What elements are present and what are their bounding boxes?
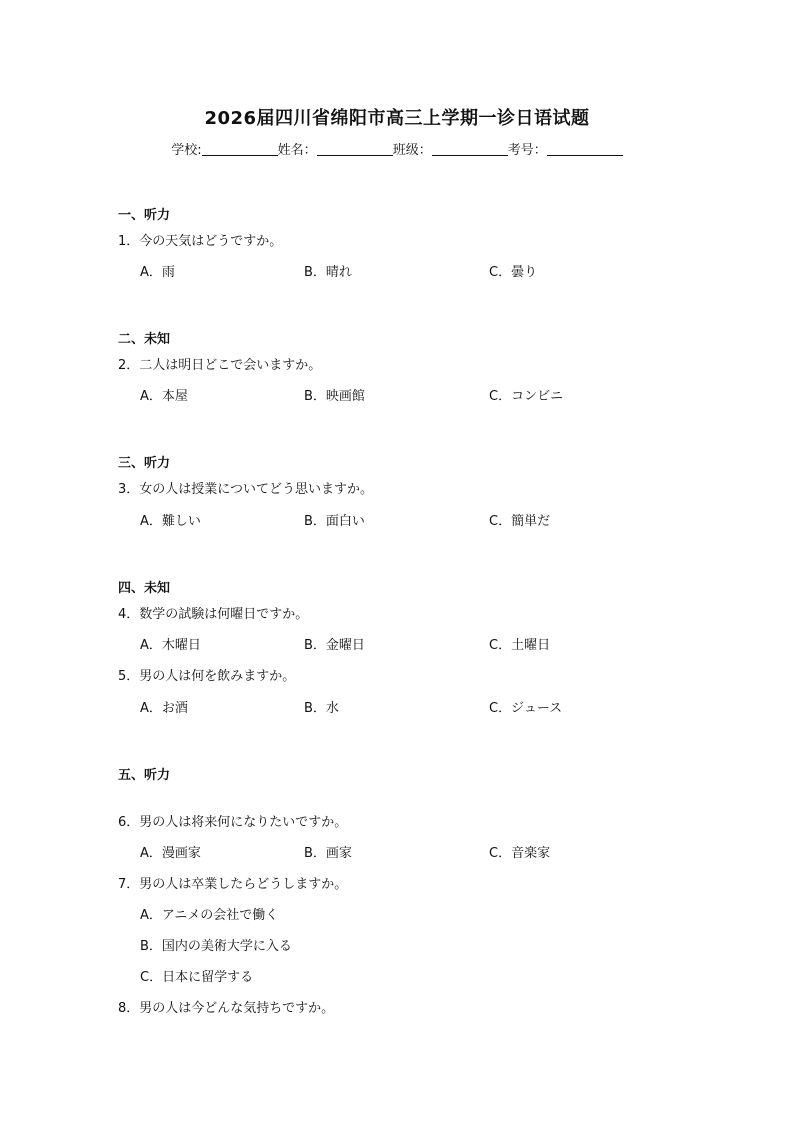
name-label: 姓名： <box>277 143 317 158</box>
exam-title: 2026届四川省绵阳市高三上学期一诊日语试题 <box>204 108 590 129</box>
option-b: B．面白い <box>304 514 365 529</box>
section-heading: 一、听力 <box>118 208 171 223</box>
option-b: B．水 <box>304 701 339 716</box>
question-text: 4．数学の試験は何曜日ですか。 <box>118 607 309 622</box>
option-b: B．金曜日 <box>304 638 365 653</box>
school-blank <box>202 141 278 156</box>
class-label: 班级： <box>392 143 432 158</box>
question-text: 6．男の人は将来何になりたいですか。 <box>118 815 348 830</box>
exam-number-label: 考号： <box>507 143 547 158</box>
section-heading: 三、听力 <box>118 456 171 471</box>
question-text: 3．女の人は授業についてどう思いますか。 <box>118 482 374 497</box>
option-c: C．音楽家 <box>489 846 551 861</box>
question-text: 8．男の人は今どんな気持ちですか。 <box>118 1001 335 1016</box>
option-c: C．ジュース <box>489 701 563 716</box>
option-c: C．簡単だ <box>489 514 551 529</box>
option-a: A．本屋 <box>140 389 188 404</box>
option-b: B．映画館 <box>304 389 365 404</box>
option-c: C．曇り <box>489 265 538 280</box>
section-heading: 四、未知 <box>118 581 171 596</box>
name-blank <box>317 141 393 156</box>
option-c: C．コンビニ <box>489 389 564 404</box>
question-text: 2．二人は明日どこで会いますか。 <box>118 358 322 373</box>
option-b: B．画家 <box>304 846 352 861</box>
class-blank <box>432 141 508 156</box>
option-c: C．土曜日 <box>489 638 551 653</box>
question-text: 5．男の人は何を飲みますか。 <box>118 669 296 684</box>
option-a: A．木曜日 <box>140 638 201 653</box>
option-a: A．お酒 <box>140 701 188 716</box>
option-a: A．アニメの会社で働く <box>140 908 279 923</box>
option-b: B．国内の美術大学に入る <box>140 939 292 954</box>
option-a: A．漫画家 <box>140 846 201 861</box>
section-heading: 二、未知 <box>118 332 171 347</box>
exam-number-blank <box>547 141 623 156</box>
question-text: 1．今の天気はどうですか。 <box>118 234 283 249</box>
option-b: B．晴れ <box>304 265 352 280</box>
option-c: C．日本に留学する <box>140 970 254 985</box>
school-label: 学校: <box>171 143 202 158</box>
question-text: 7．男の人は卒業したらどうしますか。 <box>118 877 348 892</box>
section-heading: 五、听力 <box>118 768 171 783</box>
option-a: A．雨 <box>140 265 175 280</box>
option-a: A．難しい <box>140 514 201 529</box>
student-info-line <box>0 139 794 158</box>
